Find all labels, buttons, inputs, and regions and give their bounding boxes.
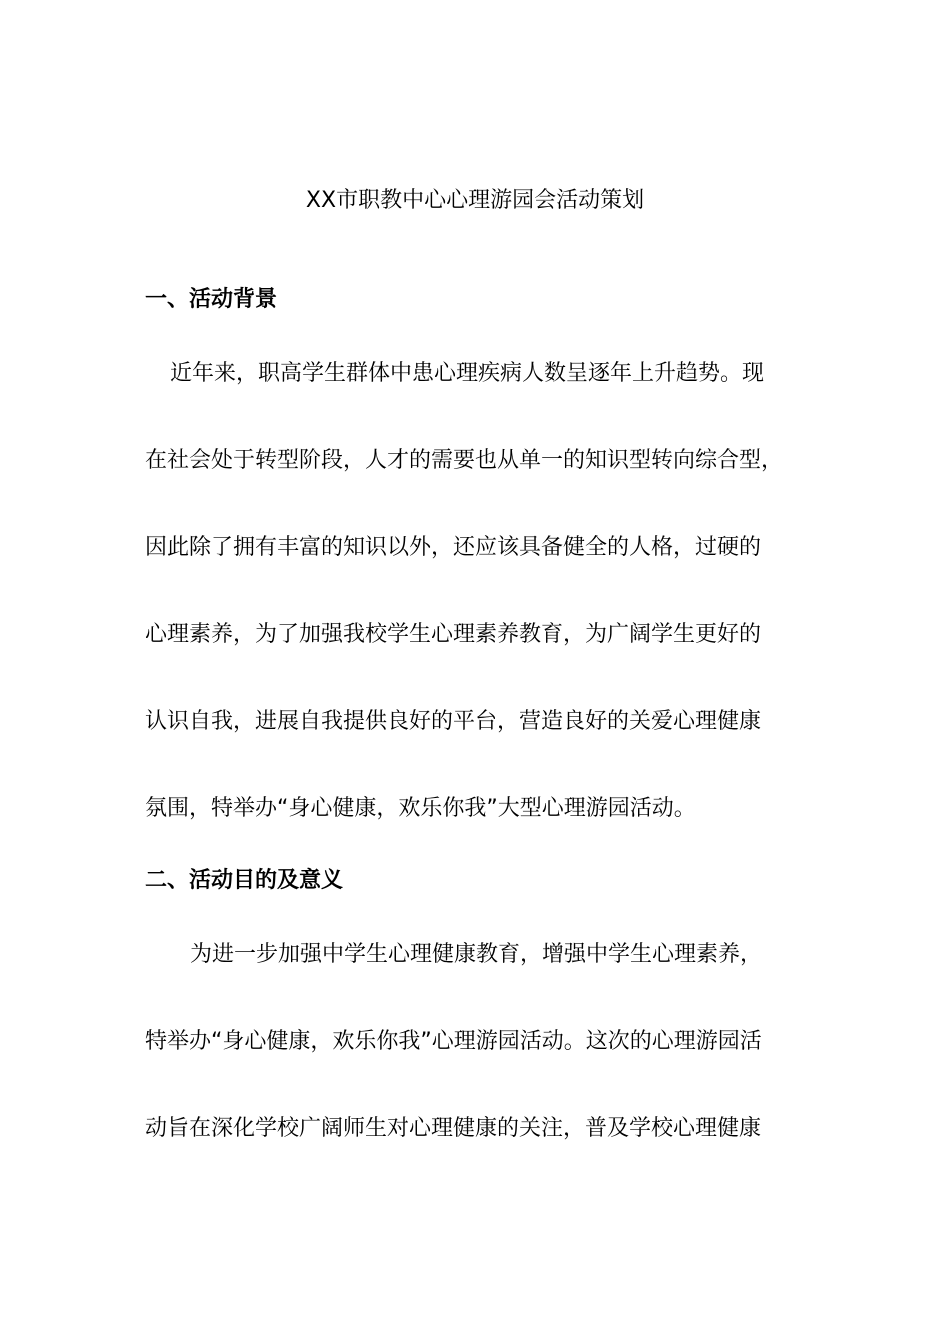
paragraph-line: 近年来，职高学生群体中患心理疾病人数呈逐年上升趋势。现 [170, 361, 765, 386]
paragraph-line: 心理素养，为了加强我校学生心理素养教育，为广阔学生更好的 [145, 622, 762, 647]
paragraph-line: 为进一步加强中学生心理健康教育，增强中学生心理素养， [190, 942, 763, 967]
paragraph-line: 特举办“身心健康，欢乐你我”心理游园活动。这次的心理游园活 [145, 1029, 762, 1054]
section-heading-background: 一、活动背景 [145, 287, 278, 312]
section-heading-purpose: 二、活动目的及意义 [145, 868, 344, 893]
paragraph-line: 氛围，特举办“身心健康，欢乐你我”大型心理游园活动。 [145, 796, 696, 821]
paragraph-line: 因此除了拥有丰富的知识以外，还应该具备健全的人格，过硬的 [145, 535, 762, 560]
document-title: XX市职教中心心理游园会活动策划 [305, 188, 645, 213]
paragraph-line: 动旨在深化学校广阔师生对心理健康的关注，普及学校心理健康 [145, 1116, 762, 1141]
paragraph-line: 认识自我，进展自我提供良好的平台，营造良好的关爱心理健康 [145, 709, 762, 734]
paragraph-line: 在社会处于转型阶段，人才的需要也从单一的知识型转向综合型， [145, 448, 784, 473]
